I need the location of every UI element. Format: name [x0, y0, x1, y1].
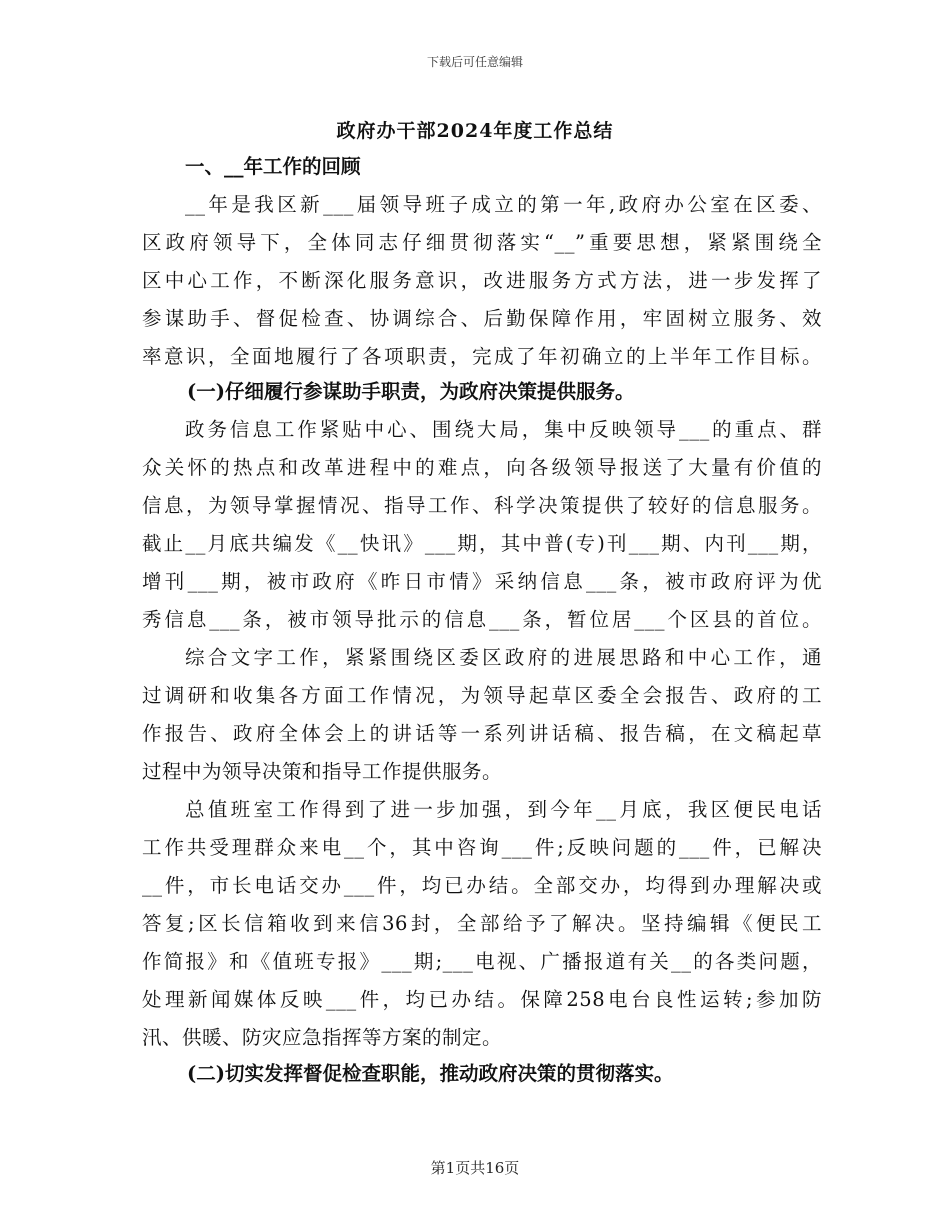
text-line: __年是我区新___届领导班子成立的第一年,政府办公室在区委、	[185, 193, 822, 216]
document-title: 政府办干部2024年度工作总结	[336, 120, 614, 142]
text-line: 工作共受理群众来电__个，其中咨询___件;反映问题的___件，已解决	[142, 836, 822, 859]
text-line: 政务信息工作紧贴中心、围绕大局，集中反映领导___的重点、群	[185, 418, 822, 441]
text-line: 作简报》和《值班专报》___期;___电视、广播报道有关__的各类问题，	[142, 950, 822, 973]
text-line: 参谋助手、督促检查、协调综合、后勤保障作用，牢固树立服务、效	[142, 307, 822, 330]
text-line: 总值班室工作得到了进一步加强，到今年__月底，我区便民电话	[185, 798, 822, 821]
text-line: 率意识，全面地履行了各项职责，完成了年初确立的上半年工作目标。	[142, 345, 822, 368]
text-line: 答复;区长信箱收到来信36封，全部给予了解决。坚持编辑《便民工	[142, 912, 822, 935]
section-heading-review: 一、__年工作的回顾	[185, 155, 361, 178]
header-note: 下载后可任意编辑	[426, 55, 523, 69]
text-line: 区中心工作，不断深化服务意识，改进服务方式方法，进一步发挥了	[142, 269, 822, 292]
text-line: __件，市长电话交办___件，均已办结。全部交办，均得到办理解决或	[142, 874, 822, 897]
text-line: 区政府领导下，全体同志仔细贯彻落实“__”重要思想，紧紧围绕全	[142, 231, 822, 254]
text-line: 秀信息___条，被市领导批示的信息___条，暂位居___个区县的首位。	[142, 608, 822, 631]
text-line: 截止__月底共编发《__快讯》___期，其中普(专)刊___期、内刊___期，	[142, 532, 822, 555]
subsection-heading-1: (一)仔细履行参谋助手职责，为政府决策提供服务。	[187, 380, 635, 403]
text-line: 过调研和收集各方面工作情况，为领导起草区委全会报告、政府的工	[142, 684, 822, 707]
text-line: 众关怀的热点和改革进程中的难点，向各级领导报送了大量有价值的	[142, 456, 822, 479]
text-line: 过程中为领导决策和指导工作提供服务。	[142, 760, 503, 783]
text-line: 综合文字工作，紧紧围绕区委区政府的进展思路和中心工作，通	[185, 646, 822, 669]
text-line: 作报告、政府全体会上的讲话等一系列讲话稿、报告稿，在文稿起草	[142, 722, 822, 745]
text-line: 处理新闻媒体反映___件，均已办结。保障258电台良性运转;参加防	[142, 988, 822, 1011]
text-line: 信息，为领导掌握情况、指导工作、科学决策提供了较好的信息服务。	[142, 494, 822, 517]
text-line: 汛、供暖、防灾应急指挥等方案的制定。	[142, 1026, 503, 1049]
text-line: 增刊___期，被市政府《昨日市情》采纳信息___条，被市政府评为优	[142, 570, 822, 593]
page-number-footer: 第1页共16页	[430, 1159, 520, 1177]
subsection-heading-2: (二)切实发挥督促检查职能，推动政府决策的贯彻落实。	[187, 1062, 674, 1085]
